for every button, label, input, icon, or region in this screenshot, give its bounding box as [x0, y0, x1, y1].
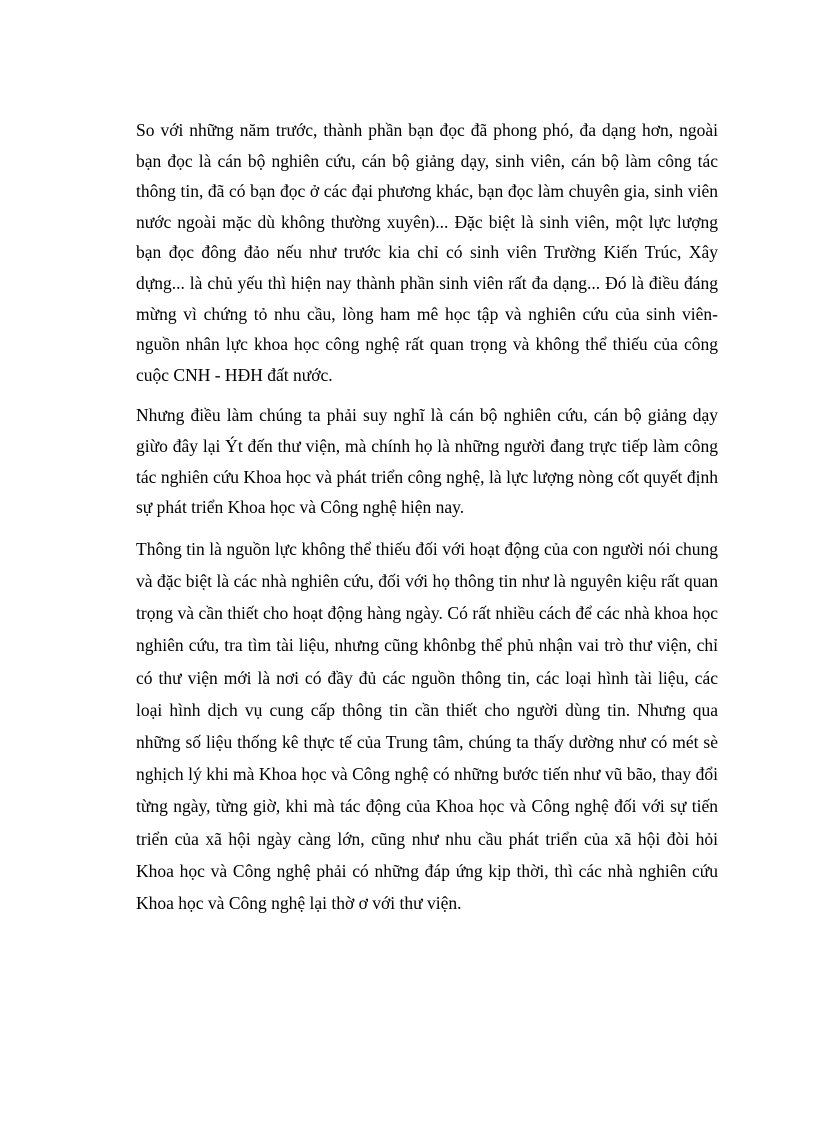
paragraph-information-resources: Thông tin là nguồn lực không thể thiếu đối với hoạt động của con người nói chung và đặc biệt là các nhà nghiên cứu, đối với họ thông tin như là nguyên kiệu rất quan trọng và cần thiết cho hoạt động hàng ngày. Có rất nhiều cách để các nhà khoa học nghiên cứu, tra tìm tài liệu, nhưng cũng khônbg thể phủ nhận vai trò thư viện, chỉ có thư viện mới là nơi có đầy đủ các nguồn thông tin, các loại hình tài liệu, các loại hình dịch vụ cung cấp thông tin cần thiết cho người dùng tin. Nhưng qua những số liệu thống kê thực tế của Trung tâm, chúng ta thấy dường như có mét sè nghịch lý khi mà Khoa học và Công nghệ có những bước tiến như vũ bão, thay đổi từng ngày, từng giờ, khi mà tác động của Khoa học và Công nghệ đối với sự tiến triển của xã hội ngày càng lớn, cũng như nhu cầu phát triển của xã hội đòi hỏi Khoa học và Công nghệ phải có những đáp ứng kịp thời, thì các nhà nghiên cứu Khoa học và Công nghệ lại thờ ơ với thư viện. [136, 538, 718, 913]
body-text [136, 115, 718, 929]
paragraph-reader-composition: So với những năm trước, thành phần bạn đọc đã phong phó, đa dạng hơn, ngoài bạn đọc là cán bộ nghiên cứu, cán bộ giảng dạy, sinh viên, cán bộ làm công tác thông tin, đã có bạn đọc ở các đại phương khác, bạn đọc làm chuyên gia, sinh viên nước ngoài mặc dù không thường xuyên)... Đặc biệt là sinh viên, một lực lượng bạn đọc đông đảo nếu như trước kia chỉ có sinh viên Trường Kiến Trúc, Xây dựng... là chủ yếu thì hiện nay thành phần sinh viên rất đa dạng... Đó là điều đáng mừng vì chứng tỏ nhu cầu, lòng ham mê học tập và nghiên cứu của sinh viên- nguồn nhân lực khoa học công nghệ rất quan trọng và không thể thiếu của công cuộc CNH - HĐH đất nước. [136, 120, 718, 385]
paragraph-researchers-library-use: Nhưng điều làm chúng ta phải suy nghĩ là cán bộ nghiên cứu, cán bộ giảng dạy giừo đây lại Ýt đến thư viện, mà chính họ là những người đang trực tiếp làm công tác nghiên cứu Khoa học và phát triển công nghệ, là lực lượng nòng cốt quyết định sự phát triển Khoa học và Công nghệ hiện nay. [136, 405, 718, 518]
